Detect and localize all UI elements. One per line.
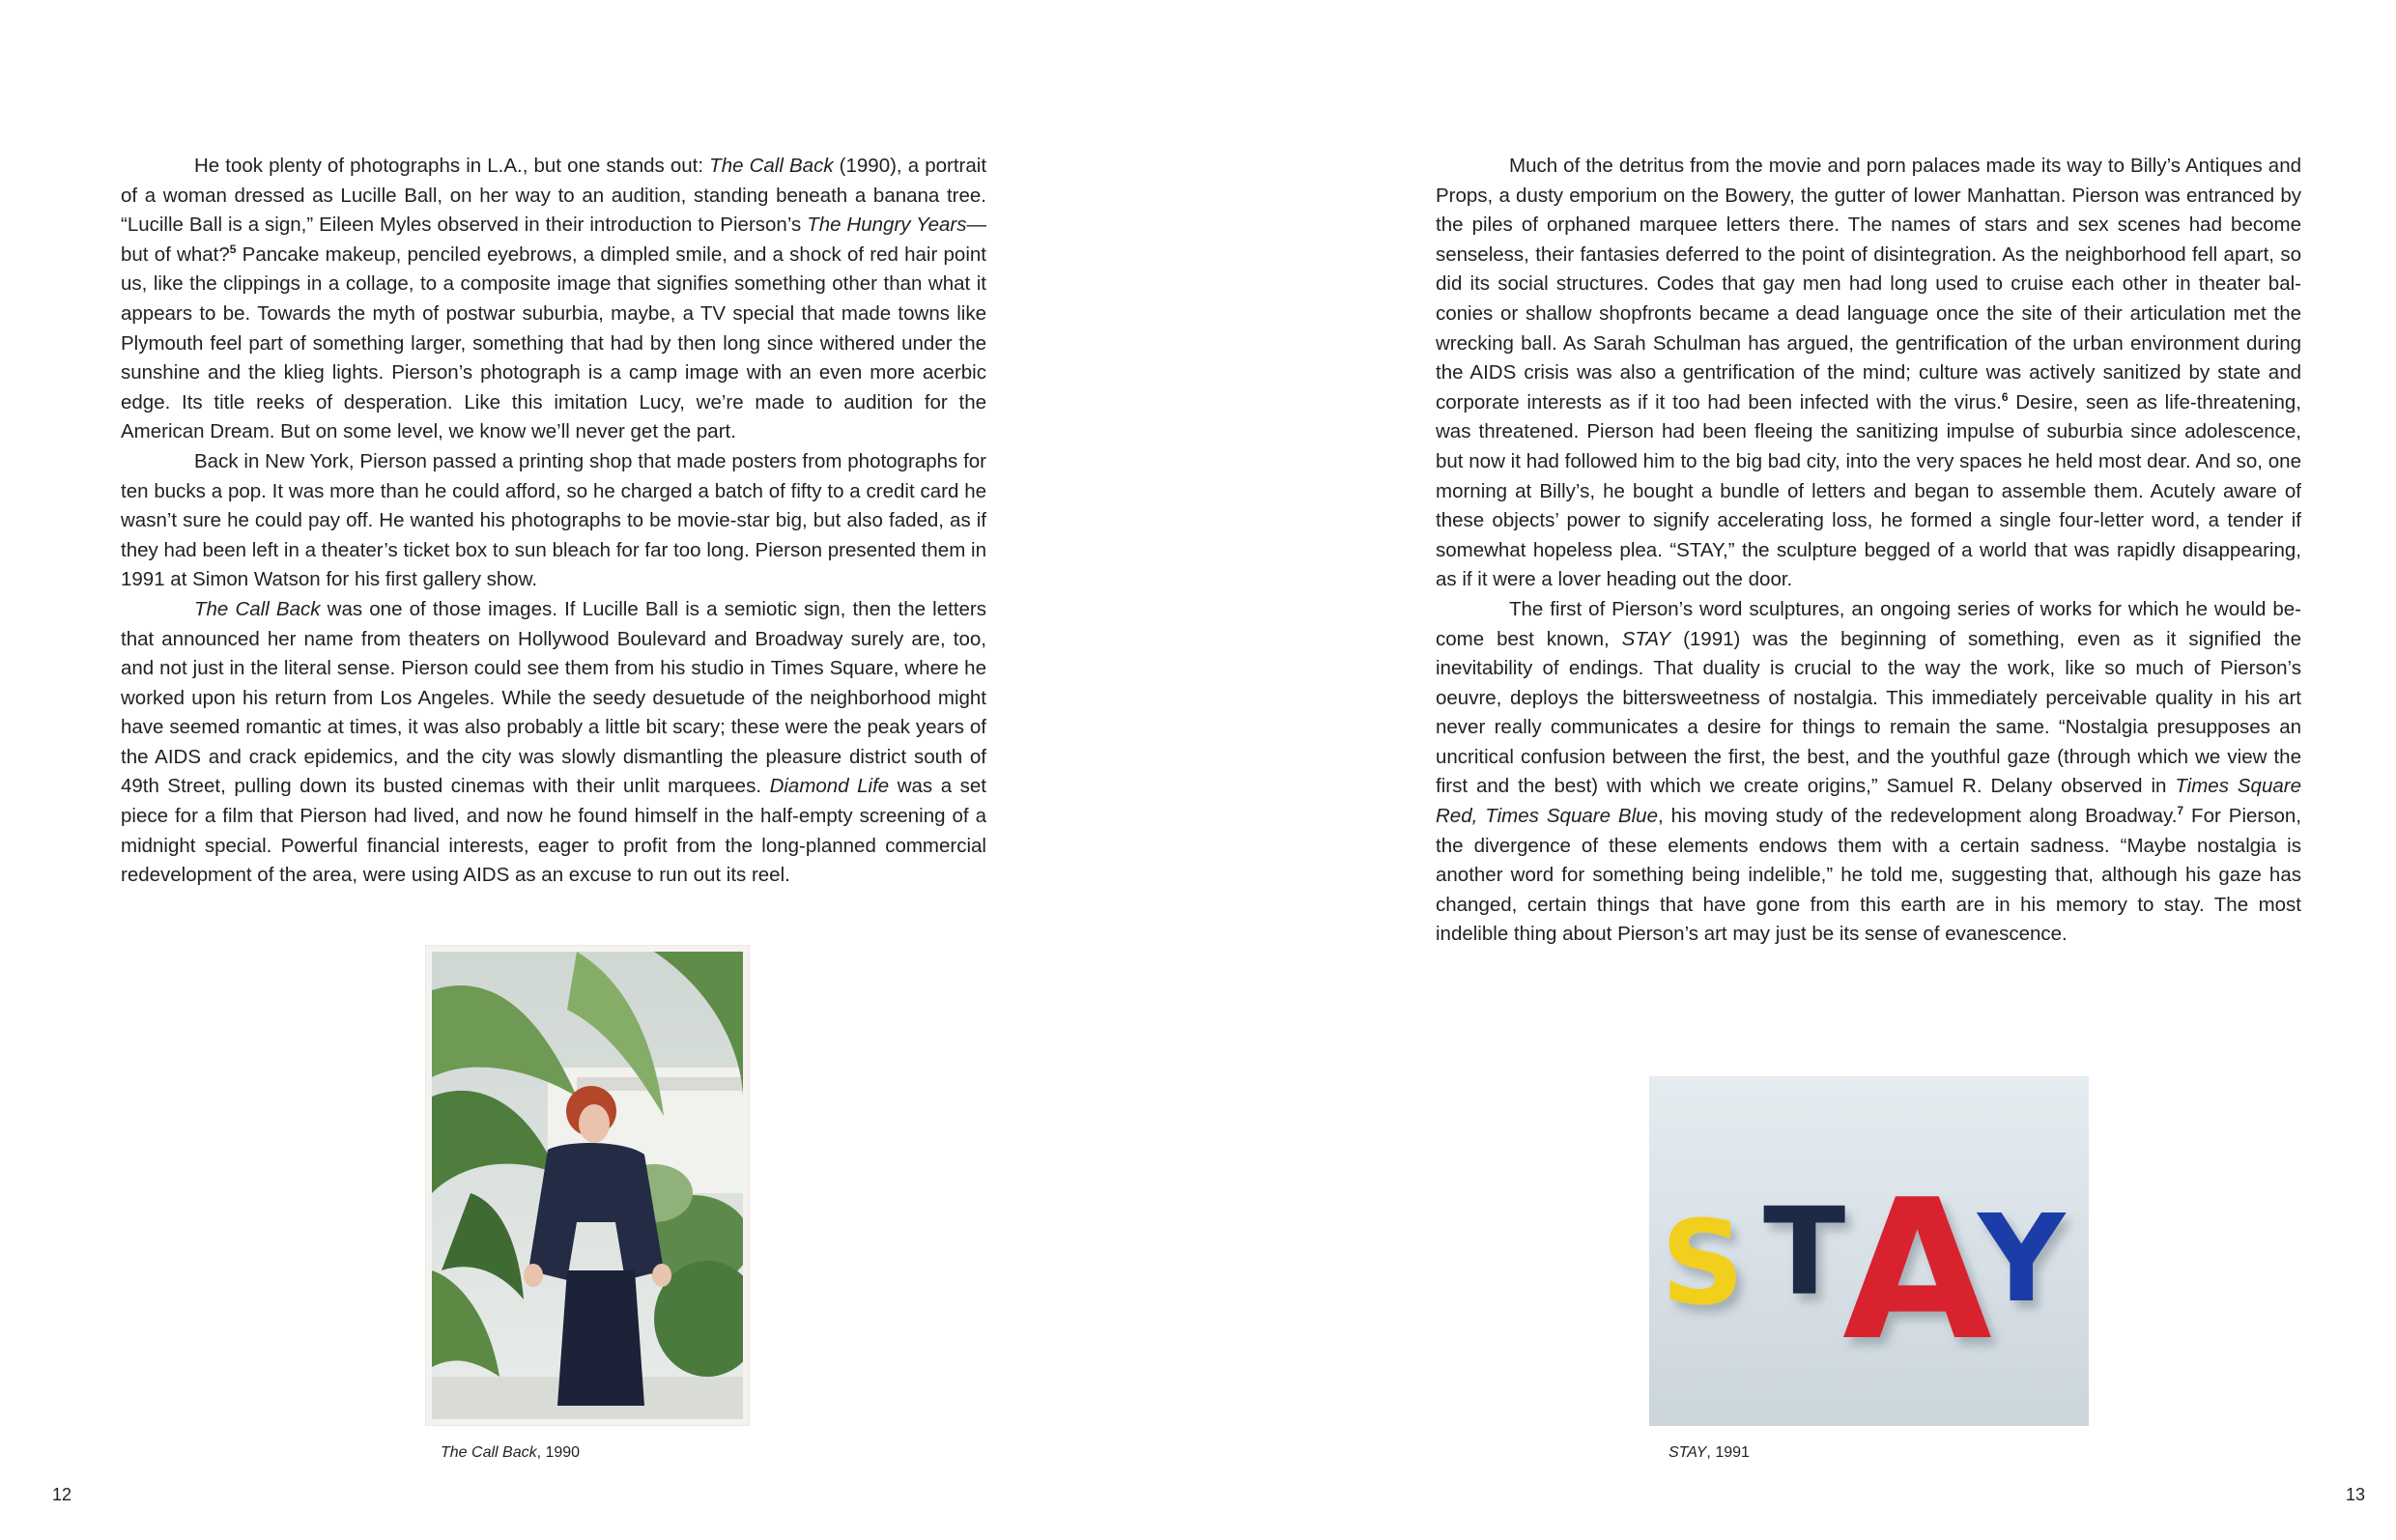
italic-title: Diamond Life: [769, 775, 890, 798]
sculpture-letter-a: A: [1842, 1158, 1992, 1383]
text-run: , his moving study of the redevelopment along Broadway.: [1657, 805, 2178, 828]
left-page-body-text: [121, 152, 986, 891]
italic-title: The Call Back: [194, 597, 321, 620]
text-run: He took plenty of photographs in L.A., but one stands out:: [194, 155, 710, 177]
italic-title: Times Square Red, Times Square Blue: [1436, 775, 2301, 828]
stay-sculpture-photograph: [1649, 1076, 2089, 1426]
italic-title: The Hungry Years: [807, 214, 967, 237]
italic-title: STAY: [1621, 627, 1671, 650]
the-call-back-photograph: [426, 946, 749, 1425]
text-run: Pancake makeup, penciled eyebrows, a dimpled smile, and a shock of red hair point us, like the clippings in a collage, to a composite image that signifies something other than what it appears to be. Towards the myth of postwar suburbia, maybe, a TV special that made towns like Plymouth feel part of something larger, something that had by then long since withered under the sunshine and the klieg lights. Pierson’s photograph is a camp image with an even more acerbic edge. Its title reeks of desperation. Like this imitation Lucy, we’re made to audition for the American Dream. But on some level, we know we’ll never get the part.: [121, 242, 986, 443]
text-run: Much of the detritus from the movie and porn palaces made its way to Billy’s Antiques and Props, a dusty emporium on the Bowery, the gutter of lower Manhattan. Pierson was entranced by the piles of orphaned marquee letters there. The names of stars and sex scenes had become senseless, their fantasies deferred to the point of disintegration. As the neighborhood fell apart, so did its social structures. Codes that gay men had long used to cruise each other in theater balconies or shallow shopfronts became a dead language once the site of their articulation met the wrecking ball. As Sarah Schulman has argued, the gentrification of the urban environment during the AIDS crisis was also a gentrification of the mind; culture was actively sanitized by state and corporate interests as if it too had been infected with the virus.: [1436, 155, 2301, 414]
text-run: (1990), a portrait of a woman dressed as Lucille Ball, on her way to an audition, standing beneath a banana tree. “Lucille Ball is a sign,” Eileen Myles observed in their introduction to Pierson’s: [121, 155, 987, 237]
sculpture-letter-s: S: [1661, 1197, 1745, 1331]
stay-letters-image: [1649, 1076, 2089, 1426]
footnote-reference: 6: [2001, 389, 2009, 404]
text-run: Desire, seen as life-threatening, was threatened. Pierson had been fleeing the sanitizing impulse of suburbia since adolescence, but now it had followed him to the big bad city, into the very spaces he held most dear. And so, one morning at Billy’s, he bought a bundle of letters and began to assemble them. Acutely aware of these objects’ power to signify accelerating loss, he formed a single four-letter word, a tender if somewhat hopeless plea. “STAY,” the sculpture begged of a world that was rapidly disappearing, as if it were a lover heading out the door.: [1436, 390, 2301, 591]
text-run: For Pierson, the divergence of these elements endows them with a certain sadness. “Maybe nostalgia is another word for something being indelible,” he told me, suggesting that, although his gaze has changed, certain things that have gone from this earth are in his memory to stay. The most indelible thing about Pierson’s art may just be its sense of evanescence.: [1436, 805, 2301, 946]
sculpture-letter-t: T: [1763, 1183, 1846, 1323]
photo-caption: [441, 1443, 580, 1463]
footnote-reference: 5: [229, 242, 237, 256]
body-paragraph: [1436, 152, 2301, 595]
body-paragraph: [121, 595, 986, 891]
text-run: The first of Pierson’s word sculptures, an ongoing series of works for which he would become best known,: [1436, 597, 2301, 650]
page-number-left: 12: [52, 1485, 72, 1504]
text-run: (1991) was the beginning of something, even as it signified the inevitability of endings. That duality is crucial to the way the work, like so much of Pierson’s oeuvre, deploys the bittersweetness of nostalgia. This immediately perceivable quality in his art never really communicates a desire for things to remain the same. “Nostalgia presupposes an uncritical confusion between the first, the best, and the youthful gaze (through which we view the first and the best) with which we create origins,” Samuel R. Delany observed in: [1436, 627, 2301, 798]
caption-title: The Call Back: [441, 1444, 537, 1461]
italic-title: The Call Back: [709, 155, 834, 177]
text-run: Back in New York, Pierson passed a printing shop that made posters from photographs for ten bucks a pop. It was more than he could afford, so he charged a batch of fifty to a credit card he wasn’t sure he could pay off. He wanted his photographs to be movie-star big, but also faded, as if they had been left in a theater’s ticket box to sun bleach for far too long. Pierson presented them in 1991 at Simon Watson for his first gallery show.: [121, 449, 986, 591]
text-run: —but of what?: [121, 214, 986, 266]
text-run: was one of those images. If Lucille Ball is a semiotic sign, then the letters that announced her name from theaters on Hollywood Boulevard and Broadway surely are, too, and not just in the literal sense. Pierson could see them from his studio in Times Square, where he worked upon his return from Los Angeles. While the seedy desuetude of the neighborhood might have seemed romantic at times, it was also probably a little bit scary; these were the peak years of the AIDS and crack epidemics, and the city was slowly dismantling the pleasure district south of 49th Street, pulling down its busted cinemas with their unlit marquees.: [121, 597, 986, 798]
right-page-body-text: [1436, 152, 2301, 950]
body-paragraph: [121, 447, 986, 595]
sculpture-letter-y: Y: [1978, 1189, 2066, 1329]
caption-title: STAY: [1669, 1444, 1707, 1461]
caption-year: , 1991: [1706, 1444, 1750, 1461]
lucille-ball-portrait-image: [432, 952, 743, 1419]
footnote-reference: 7: [2177, 804, 2184, 818]
page-number-right: 13: [2346, 1485, 2366, 1504]
text-run: was a set piece for a film that Pierson had lived, and now he found himself in the half-empty screening of a midnight special. Powerful financial interests, eager to profit from the long-planned commercial redevelopment of the area, were using AIDS as an excuse to run out its reel.: [121, 775, 986, 887]
body-paragraph: [1436, 595, 2301, 950]
caption-year: , 1990: [536, 1444, 581, 1461]
body-paragraph: [121, 152, 986, 447]
photo-caption: [1669, 1443, 1750, 1463]
